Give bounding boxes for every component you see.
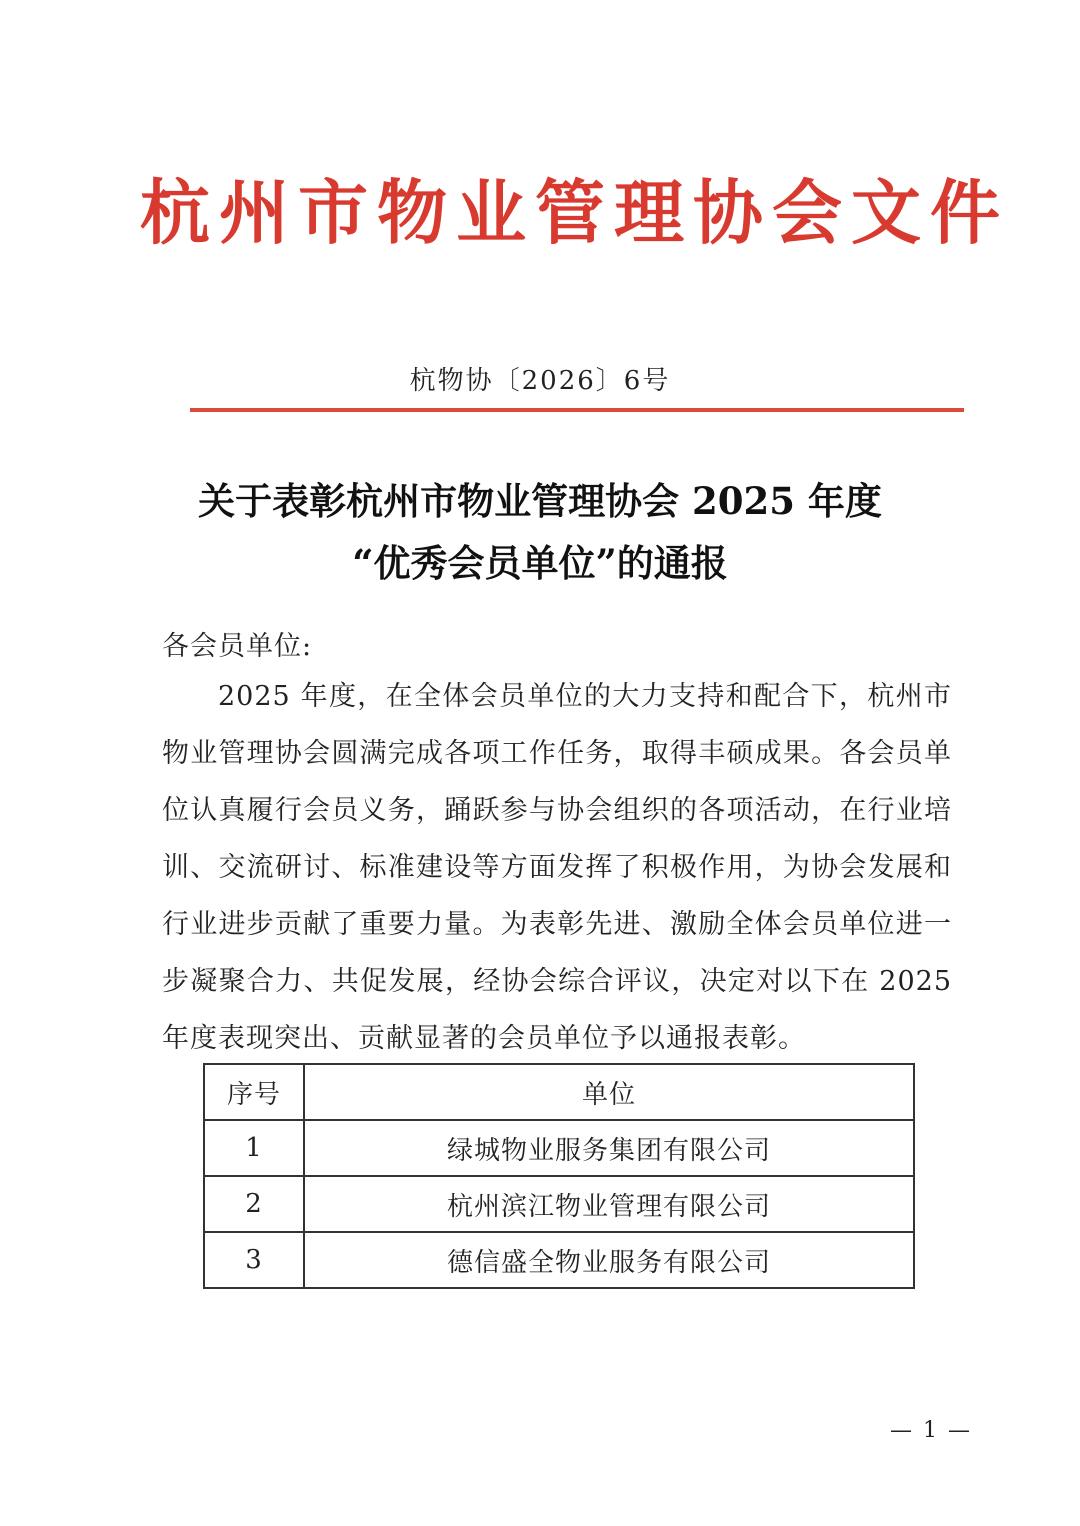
row-unit: 德信盛全物业服务有限公司 [304, 1232, 914, 1288]
notice-body: 2025 年度，在全体会员单位的大力支持和配合下，杭州市物业管理协会圆满完成各项工作任务，取得丰硕成果。各会员单位认真履行会员义务，踊跃参与协会组织的各项活动，在行业培训、交流研讨、标准建设等方面发挥了积极作用，为协会发展和行业进步贡献了重要力量。为表彰先进、激励全体会员单位进一步凝聚合力、共促发展，经协会综合评议，决定对以下在 2025 年度表现突出、贡献显著的会员单位予以通报表彰。 [162, 681, 952, 1054]
red-divider-line [190, 408, 964, 412]
table-row [204, 1176, 914, 1232]
salutation: 各会员单位: [162, 631, 313, 662]
column-header-unit: 单位 [304, 1064, 914, 1120]
row-number: 3 [204, 1232, 304, 1288]
row-number: 1 [204, 1120, 304, 1176]
organization-header: 杭州市物业管理协会文件 [140, 171, 1009, 254]
page-number: — 1 — [890, 1418, 972, 1443]
row-unit: 绿城物业服务集团有限公司 [304, 1120, 914, 1176]
column-header-number: 序号 [204, 1064, 304, 1120]
table-row [204, 1120, 914, 1176]
table-row [204, 1232, 914, 1288]
award-table [203, 1063, 915, 1289]
row-number: 2 [204, 1176, 304, 1232]
row-unit: 杭州滨江物业管理有限公司 [304, 1176, 914, 1232]
document-number: 杭物协〔2026〕6号 [409, 366, 671, 396]
notice-title-line-1: 关于表彰杭州市物业管理协会 2025 年度 [198, 479, 882, 523]
table-header-row [204, 1064, 914, 1120]
notice-title-line-2: “优秀会员单位”的通报 [352, 541, 728, 585]
notice-title [0, 470, 1080, 594]
